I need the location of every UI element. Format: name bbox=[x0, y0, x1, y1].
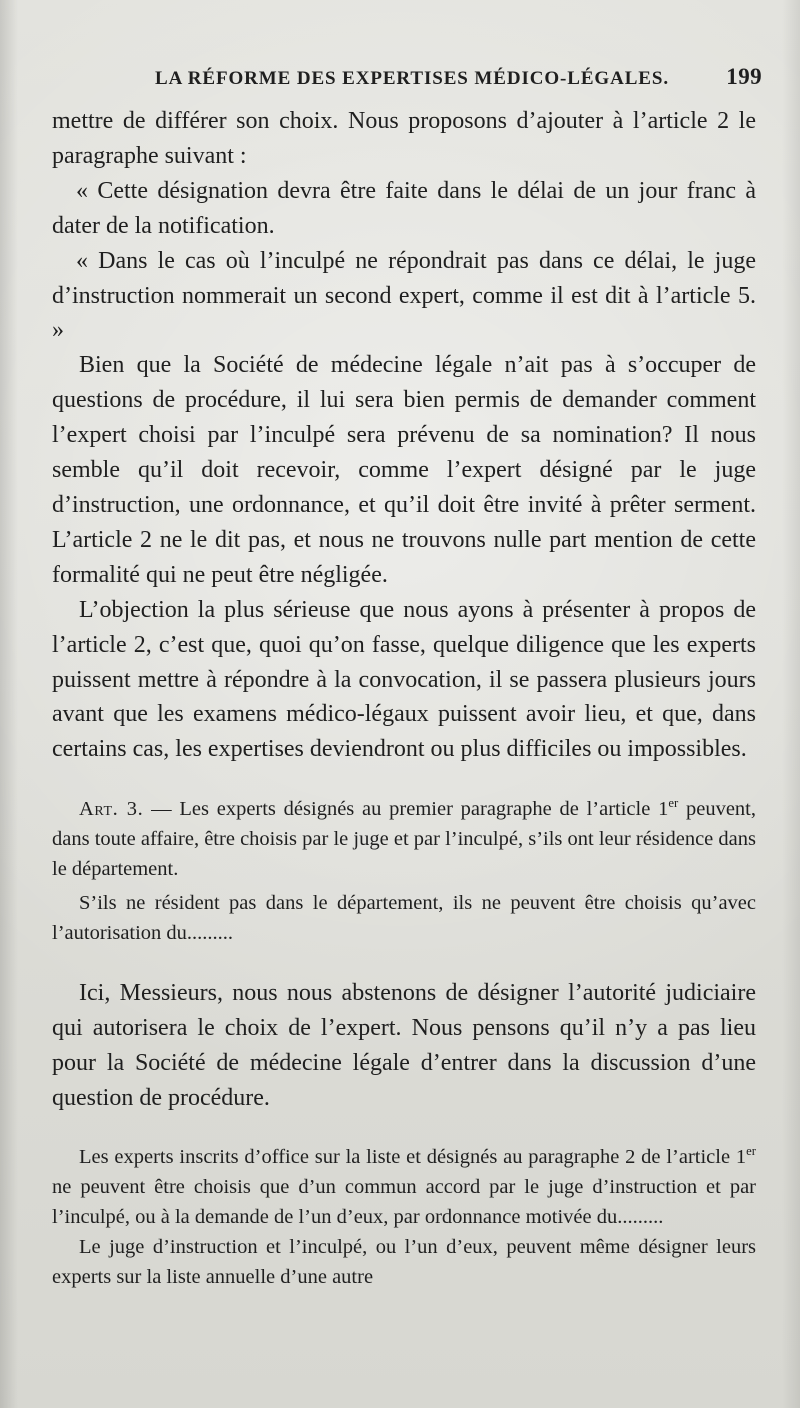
office-experts-text-part-2: ne peuvent être choisis que d’un commun accord par le juge d’instruction et par l’inculpé, ou à la demande de l’un d’eux, par ordonnance motivée du......... bbox=[52, 1175, 756, 1228]
quoted-paragraph-2: « Dans le cas où l’inculpé ne répondrait pas dans ce délai, le juge d’instruction nommerait un second expert, comme il est dit à l’article 5. » bbox=[52, 247, 756, 344]
article-text-part-2: peuvent, dans toute affaire, être choisis par le juge et par l’inculpé, s’ils ont leur résidence dans le département. bbox=[52, 798, 756, 881]
article-superscript: er bbox=[668, 796, 679, 811]
running-title: LA RÉFORME DES EXPERTISES MÉDICO-LÉGALES. bbox=[155, 68, 669, 89]
paragraph-procedure-question: Bien que la Société de médecine légale n’ait pas à s’occuper de questions de procédure, il lui sera bien permis de demander comment l’expert choisi par l’inculpé sera prévenu de sa nomination? Il nous semble qu’il doit recevoir, comme l’expert désigné par le juge d’instruction, une ordonnance, et qu’il doit être invité à prêter serment. L’article 2 ne le dit pas, et nous ne trouvons nulle part mention de cette formalité qui ne peut être négligée. bbox=[52, 352, 756, 588]
running-head bbox=[155, 64, 760, 90]
page-number: 199 bbox=[726, 64, 762, 89]
office-experts-superscript: er bbox=[746, 1143, 756, 1158]
paragraph-annual-list: Le juge d’instruction et l’inculpé, ou l’un d’eux, peuvent même désigner leurs experts sur la liste annuelle d’une autre bbox=[52, 1235, 756, 1288]
article-3-paragraph bbox=[52, 788, 756, 884]
page-shadow-right bbox=[782, 0, 800, 1408]
article-label: Art. 3. bbox=[79, 798, 144, 821]
page-body bbox=[52, 104, 756, 1292]
paragraph-main-objection: L’objection la plus sérieuse que nous ayons à présenter à propos de l’article 2, c’est que, quoi qu’on fasse, quelque diligence que les experts puissent mettre à répondre à la convocation, il se passera plusieurs jours avant que les examens médico-légaux puissent avoir lieu, et que, dans certains cas, les expertises deviendront ou plus difficiles ou impossibles. bbox=[52, 596, 756, 763]
quoted-paragraph-1: « Cette désignation devra être faite dans le délai de un jour franc à dater de la notification. bbox=[52, 177, 756, 239]
article-text-part-1: — Les experts désignés au premier paragraphe de l’article 1 bbox=[143, 798, 669, 821]
office-experts-text-part-1: Les experts inscrits d’office sur la liste et désignés au paragraphe 2 de l’article 1 bbox=[79, 1145, 747, 1168]
article-3-second-paragraph: S’ils ne résident pas dans le département, ils ne peuvent être choisis qu’avec l’autorisation du......... bbox=[52, 892, 756, 945]
paragraph-office-experts bbox=[52, 1136, 756, 1232]
paragraph-abstention: Ici, Messieurs, nous nous abstenons de désigner l’autorité judiciaire qui autorisera le choix de l’expert. Nous pensons qu’il n’y a pas lieu pour la Société de médecine légale d’entrer dans la discussion d’une question de procédure. bbox=[52, 980, 756, 1111]
paragraph-continuation: mettre de différer son choix. Nous proposons d’ajouter à l’article 2 le paragraphe suivant : bbox=[52, 108, 756, 169]
page-shadow-left bbox=[0, 0, 18, 1408]
